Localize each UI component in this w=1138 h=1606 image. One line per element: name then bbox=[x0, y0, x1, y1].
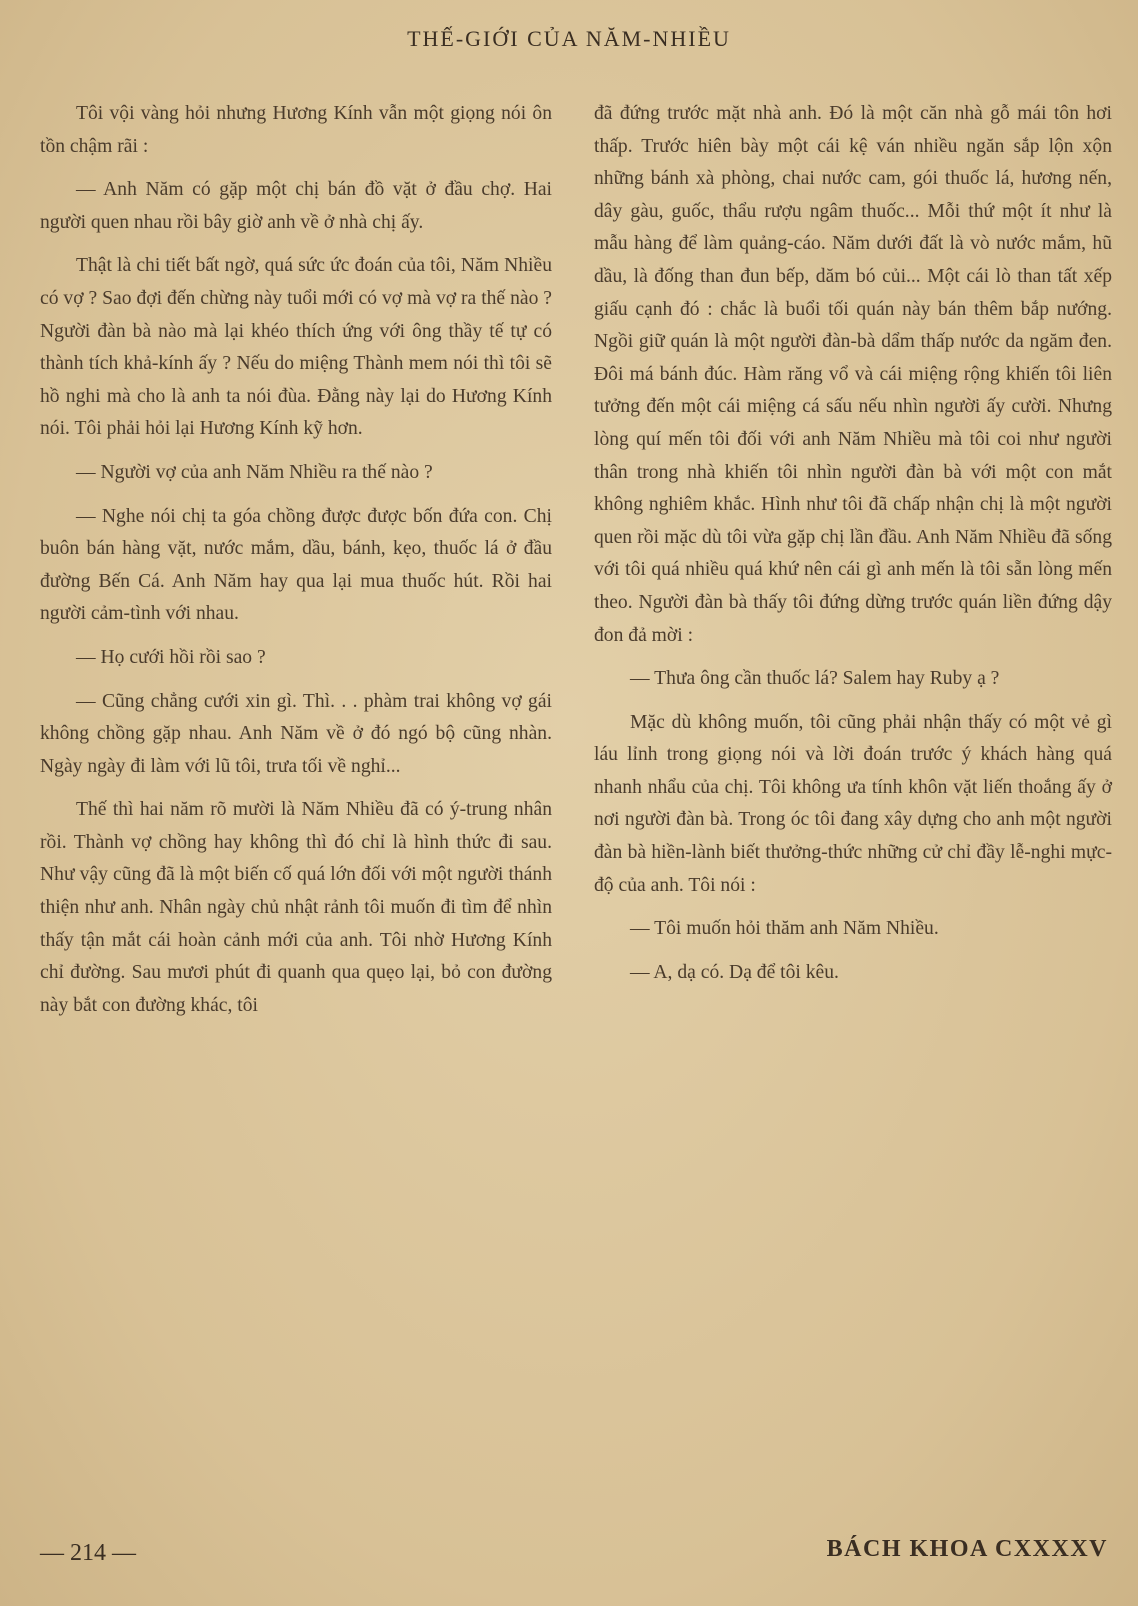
paragraph: — Tôi muốn hỏi thăm anh Năm Nhiều. bbox=[630, 918, 939, 940]
paragraph: — Thưa ông cần thuốc lá? Salem hay Ruby ạ ? bbox=[630, 668, 1000, 690]
running-title: THẾ-GIỚI CỦA NĂM-NHIỀU bbox=[407, 26, 731, 51]
left-column bbox=[40, 98, 552, 1033]
paragraph: Thật là chi tiết bất ngờ, quá sức ức đoán của tôi, Năm Nhiều có vợ ? Sao đợi đến chừng này tuổi mới có vợ mà vợ ra thế nào ? Người đàn bà nào mà lại khéo thích ứng với ông thầy tế tự có thành tích khả-kính ấy ? Nếu do miệng Thành mem nói thì tôi sẽ hồ nghi mà cho là anh ta nói đùa. Đằng này lại do Hương Kính nói. Tôi phải hỏi lại Hương Kính kỹ hơn. bbox=[40, 255, 552, 440]
paragraph: — Anh Năm có gặp một chị bán đồ vặt ở đầu chợ. Hai người quen nhau rồi bây giờ anh về ở nhà chị ấy. bbox=[40, 179, 552, 233]
paragraph: — Cũng chẳng cưới xin gì. Thì. . . phàm trai không vợ gái không chồng gặp nhau. Anh Năm về ở đó ngó bộ cũng nhàn. Ngày ngày đi làm với lũ tôi, trưa tối về nghỉ... bbox=[40, 690, 552, 777]
paragraph: Mặc dù không muốn, tôi cũng phải nhận thấy có một vẻ gì láu lỉnh trong giọng nói và lời đoán trước ý khách hàng quá nhanh nhẩu của chị. Tôi không ưa tính khôn vặt liến thoắng ấy ở nơi người đàn bà. Trong óc tôi đang xây dựng cho anh một người đàn bà hiền-lành biết thưởng-thức những cử chỉ đầy lễ-nghi mực-độ của anh. Tôi nói : bbox=[594, 711, 1112, 896]
paragraph: — Họ cưới hồi rồi sao ? bbox=[76, 646, 266, 668]
paragraph: đã đứng trước mặt nhà anh. Đó là một căn nhà gỗ mái tôn hơi thấp. Trước hiên bày một cái kệ ván nhiều ngăn sắp lộn xộn những bánh xà phòng, chai nước cam, gói thuốc lá, hương nến, dây gàu, guốc, thẩu rượu ngâm thuốc... Mỗi thứ một ít như là mẫu hàng để làm quảng-cáo. Năm dưới đất là vò nước mắm, hũ dầu, là đống than đun bếp, dăm bó củi... Một cái lò than tất xếp giấu cạnh đó : chắc là buổi tối quán này bán thêm bắp nướng. Ngồi giữ quán là một người đàn-bà dẩm thấp nước da ngăm đen. Đôi má bánh đúc. Hàm răng vổ và cái miệng rộng khiến tôi liên tưởng đến một cái miệng cá sấu nếu nhìn người ấy cười. Nhưng lòng quí mến tôi đối với anh Năm Nhiều mà tôi coi như người thân trong nhà khiến tôi nhìn người đàn bà với một con mắt không nghiêm khắc. Hình như tôi đã chấp nhận chị là một người quen rồi mặc dù tôi vừa gặp chị lần đầu. Anh Năm Nhiều đã sống với tôi quá nhiều quá khứ nên cái gì anh mến là tôi sẵn lòng mến theo. Người đàn bà thấy tôi đứng dừng trước quán liền đứng dậy đon đả mời : bbox=[594, 103, 1112, 646]
right-column bbox=[594, 98, 1112, 1000]
page-number: — 214 — bbox=[40, 1540, 136, 1566]
paragraph: Tôi vội vàng hỏi nhưng Hương Kính vẫn một giọng nói ôn tồn chậm rãi : bbox=[40, 103, 552, 157]
paragraph: — A, dạ có. Dạ để tôi kêu. bbox=[630, 961, 839, 983]
publication-name: BÁCH KHOA CXXXXV bbox=[826, 1536, 1108, 1562]
paragraph: Thế thì hai năm rõ mười là Năm Nhiều đã có ý-trung nhân rồi. Thành vợ chồng hay không thì đó chỉ là hình thức đi sau. Như vậy cũng đã là một biến cố quá lớn đối với một người thánh thiện như anh. Nhân ngày chủ nhật rảnh tôi muốn đi tìm để nhìn thấy tận mắt cái hoàn cảnh mới của anh. Tôi nhờ Hương Kính chỉ đường. Sau mươi phút đi quanh qua quẹo lại, bỏ con đường này bắt con đường khác, tôi bbox=[40, 799, 552, 1016]
paragraph: — Người vợ của anh Năm Nhiều ra thế nào ? bbox=[76, 461, 433, 483]
paragraph: — Nghe nói chị ta góa chồng được được bốn đứa con. Chị buôn bán hàng vặt, nước mắm, dầu, bánh, kẹo, thuốc lá ở đầu đường Bến Cá. Anh Năm hay qua lại mua thuốc hút. Rồi hai người cảm-tình với nhau. bbox=[40, 505, 552, 625]
